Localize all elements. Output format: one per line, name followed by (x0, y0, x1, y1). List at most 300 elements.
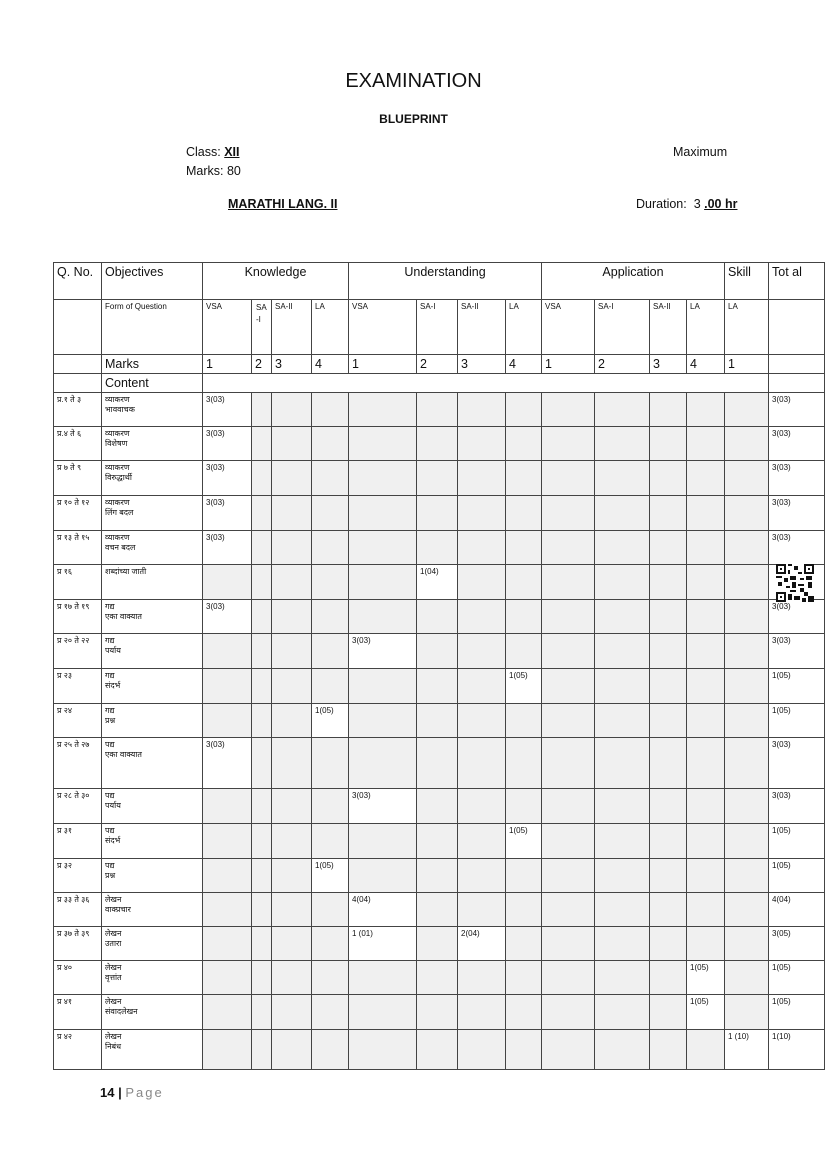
objective-cell (102, 738, 203, 789)
page-title: EXAMINATION (345, 70, 482, 92)
question-number: प्र ४२ (54, 1030, 102, 1070)
objective-main: पद्य (105, 861, 115, 870)
row-total-cell: 3(03) (769, 393, 825, 427)
empty-cell (252, 669, 272, 704)
mark-value-cell: 4 (506, 355, 542, 374)
objective-main: गद्य (105, 636, 115, 645)
empty-cell (542, 859, 595, 893)
row-total-cell: 3(03) (769, 531, 825, 565)
empty-cell (542, 669, 595, 704)
empty-cell (312, 393, 349, 427)
objective-sub: विरुद्धार्थी (105, 473, 132, 483)
empty-cell (595, 927, 650, 961)
empty-cell (272, 634, 312, 669)
question-number: प्र २५ ते २७ (54, 738, 102, 789)
blueprint-table (53, 262, 825, 1070)
objectives-header: Objectives (102, 263, 203, 300)
page-word: Page (125, 1085, 164, 1100)
mark-value-cell: 1 (203, 355, 252, 374)
empty-cell (725, 393, 769, 427)
class-label: Class: (186, 145, 221, 159)
form-type-cell: VSA (349, 300, 417, 355)
mark-cell: 1(05) (506, 669, 542, 704)
empty-cell (687, 893, 725, 927)
duration-value: 3 (693, 197, 701, 211)
objective-cell (102, 995, 203, 1030)
empty-cell (272, 1030, 312, 1070)
empty-cell (458, 704, 506, 738)
empty-cell (272, 704, 312, 738)
empty-cell (650, 995, 687, 1030)
empty-cell (312, 600, 349, 634)
empty-cell (542, 393, 595, 427)
objective-main: व्याकरण (105, 395, 130, 404)
mark-value-cell: 3 (458, 355, 506, 374)
objective-main: गद्य (105, 671, 115, 680)
empty-cell (203, 824, 252, 859)
empty-cell (725, 859, 769, 893)
empty-cell (349, 1030, 417, 1070)
table-row (54, 393, 825, 427)
empty-cell (595, 669, 650, 704)
empty-cell (542, 961, 595, 995)
row-total-cell: 3(03) (769, 427, 825, 461)
page-number: 14 (100, 1085, 115, 1100)
empty-cell (595, 859, 650, 893)
table-row (54, 461, 825, 496)
page-subtitle: BLUEPRINT (379, 112, 448, 126)
question-number: प्र ४१ (54, 995, 102, 1030)
empty-cell (542, 461, 595, 496)
mark-cell: 3(03) (203, 427, 252, 461)
objective-main: शब्दांच्या जाती (105, 567, 147, 576)
empty-cell (458, 824, 506, 859)
skill-header: Skill (725, 263, 769, 300)
empty-cell (417, 961, 458, 995)
marks-empty-cell (54, 355, 102, 374)
empty-cell (349, 565, 417, 600)
objective-cell (102, 927, 203, 961)
mark-value-cell: 2 (417, 355, 458, 374)
table-row (54, 704, 825, 738)
subject-title: MARATHI LANG. II (228, 197, 338, 211)
empty-cell (349, 704, 417, 738)
objective-cell (102, 1030, 203, 1070)
objective-cell (102, 859, 203, 893)
form-type-cell: LA (687, 300, 725, 355)
mark-value-cell: 2 (252, 355, 272, 374)
empty-cell (252, 859, 272, 893)
empty-cell (272, 600, 312, 634)
empty-cell (417, 496, 458, 531)
empty-cell (542, 927, 595, 961)
objective-sub: एका वाक्यात (105, 612, 142, 622)
objective-main: व्याकरण (105, 429, 130, 438)
empty-cell (506, 427, 542, 461)
question-number: प्र २४ (54, 704, 102, 738)
empty-cell (203, 961, 252, 995)
empty-cell (595, 565, 650, 600)
mark-value-cell: 1 (349, 355, 417, 374)
row-total-cell: 1(05) (769, 961, 825, 995)
empty-cell (595, 427, 650, 461)
empty-cell (725, 427, 769, 461)
empty-cell (458, 496, 506, 531)
objective-main: लेखन (105, 895, 122, 904)
empty-cell (542, 531, 595, 565)
objective-cell (102, 461, 203, 496)
content-total-cell (769, 374, 825, 393)
empty-cell (650, 927, 687, 961)
empty-cell (650, 893, 687, 927)
objective-sub: संदर्भ (105, 681, 121, 691)
empty-cell (542, 704, 595, 738)
empty-cell (272, 893, 312, 927)
objective-sub: प्रश्न (105, 716, 116, 726)
objective-main: लेखन (105, 963, 122, 972)
table-row (54, 995, 825, 1030)
objective-main: गद्य (105, 602, 115, 611)
knowledge-header: Knowledge (203, 263, 349, 300)
objective-main: लेखन (105, 997, 122, 1006)
empty-cell (687, 600, 725, 634)
objective-main: लेखन (105, 1032, 122, 1041)
empty-cell (349, 600, 417, 634)
form-type-cell: LA (312, 300, 349, 355)
qr-code-icon (776, 564, 814, 602)
empty-cell (349, 669, 417, 704)
empty-cell (272, 738, 312, 789)
marks-row (54, 355, 825, 374)
form-type-cell: LA (506, 300, 542, 355)
empty-cell (252, 531, 272, 565)
empty-cell (312, 927, 349, 961)
empty-cell (312, 634, 349, 669)
question-number: प्र २३ (54, 669, 102, 704)
question-number: प्र ४० (54, 961, 102, 995)
empty-cell (687, 738, 725, 789)
empty-cell (650, 961, 687, 995)
mark-cell: 1(05) (687, 961, 725, 995)
empty-cell (687, 1030, 725, 1070)
mark-cell: 1 (10) (725, 1030, 769, 1070)
mark-cell: 3(03) (203, 600, 252, 634)
empty-cell (203, 995, 252, 1030)
empty-cell (252, 789, 272, 824)
empty-cell (725, 789, 769, 824)
row-total-cell: 3(03) (769, 738, 825, 789)
empty-cell (595, 634, 650, 669)
empty-cell (203, 927, 252, 961)
empty-cell (272, 531, 312, 565)
empty-cell (272, 393, 312, 427)
row-total-cell: 1(05) (769, 859, 825, 893)
form-row (54, 300, 825, 355)
table-row (54, 669, 825, 704)
objective-cell (102, 427, 203, 461)
empty-cell (272, 995, 312, 1030)
form-type-cell: VSA (203, 300, 252, 355)
empty-cell (595, 961, 650, 995)
form-type-cell: SA-I (595, 300, 650, 355)
mark-cell: 1(05) (312, 859, 349, 893)
table-row (54, 565, 825, 600)
mark-cell: 1 (01) (349, 927, 417, 961)
content-span-cell (203, 374, 769, 393)
empty-cell (417, 669, 458, 704)
empty-cell (542, 789, 595, 824)
empty-cell (203, 859, 252, 893)
empty-cell (272, 927, 312, 961)
empty-cell (203, 704, 252, 738)
empty-cell (687, 669, 725, 704)
question-number: प्र २८ ते ३० (54, 789, 102, 824)
empty-cell (349, 393, 417, 427)
empty-cell (506, 704, 542, 738)
understanding-header: Understanding (349, 263, 542, 300)
row-total-cell: 3(05) (769, 927, 825, 961)
form-empty-cell (54, 300, 102, 355)
empty-cell (725, 893, 769, 927)
empty-cell (252, 565, 272, 600)
empty-cell (417, 927, 458, 961)
empty-cell (595, 461, 650, 496)
row-total-cell: 1(05) (769, 824, 825, 859)
objective-sub: प्रश्न (105, 871, 116, 881)
empty-cell (542, 427, 595, 461)
empty-cell (417, 893, 458, 927)
page-separator: | (118, 1085, 122, 1100)
empty-cell (542, 634, 595, 669)
empty-cell (650, 461, 687, 496)
empty-cell (542, 738, 595, 789)
question-number: प्र.४ ते ६ (54, 427, 102, 461)
empty-cell (725, 461, 769, 496)
empty-cell (312, 669, 349, 704)
empty-cell (252, 995, 272, 1030)
row-total-cell: 3(03) (769, 496, 825, 531)
empty-cell (349, 859, 417, 893)
empty-cell (506, 738, 542, 789)
duration-label: Duration: (636, 197, 687, 211)
page-footer (100, 1085, 164, 1100)
empty-cell (725, 824, 769, 859)
empty-cell (252, 600, 272, 634)
objective-sub: पर्याय (105, 646, 121, 656)
empty-cell (506, 531, 542, 565)
empty-cell (650, 859, 687, 893)
empty-cell (725, 927, 769, 961)
empty-cell (687, 927, 725, 961)
objective-sub: उतारा (105, 939, 122, 949)
question-number: प्र १६ (54, 565, 102, 600)
empty-cell (272, 496, 312, 531)
objective-sub: निबंध (105, 1042, 121, 1052)
form-type-cell: SA-I (252, 300, 272, 355)
empty-cell (252, 634, 272, 669)
mark-cell: 3(03) (203, 393, 252, 427)
empty-cell (506, 1030, 542, 1070)
empty-cell (650, 393, 687, 427)
mark-value-cell: 2 (595, 355, 650, 374)
empty-cell (687, 704, 725, 738)
form-type-cell: VSA (542, 300, 595, 355)
objective-sub: संदर्भ (105, 836, 121, 846)
objective-sub: विशेषण (105, 439, 128, 449)
empty-cell (458, 600, 506, 634)
question-number: प्र.१ ते ३ (54, 393, 102, 427)
empty-cell (458, 669, 506, 704)
empty-cell (349, 461, 417, 496)
empty-cell (595, 496, 650, 531)
empty-cell (349, 995, 417, 1030)
table-row (54, 531, 825, 565)
empty-cell (650, 1030, 687, 1070)
empty-cell (272, 565, 312, 600)
empty-cell (542, 995, 595, 1030)
empty-cell (725, 496, 769, 531)
empty-cell (417, 600, 458, 634)
duration-line (636, 197, 737, 211)
empty-cell (272, 961, 312, 995)
empty-cell (272, 859, 312, 893)
empty-cell (349, 738, 417, 789)
mark-value-cell: 4 (687, 355, 725, 374)
total-header: Tot al (769, 263, 825, 300)
objective-main: लेखन (105, 929, 122, 938)
empty-cell (595, 995, 650, 1030)
form-label: Form of Question (102, 300, 203, 355)
table-row (54, 927, 825, 961)
empty-cell (312, 531, 349, 565)
empty-cell (312, 1030, 349, 1070)
row-total-cell: 3(03) (769, 461, 825, 496)
objective-cell (102, 961, 203, 995)
empty-cell (542, 824, 595, 859)
empty-cell (272, 789, 312, 824)
empty-cell (595, 738, 650, 789)
empty-cell (506, 461, 542, 496)
empty-cell (312, 789, 349, 824)
content-empty-cell (54, 374, 102, 393)
mark-cell: 3(03) (203, 461, 252, 496)
empty-cell (272, 461, 312, 496)
table-row (54, 600, 825, 634)
empty-cell (650, 634, 687, 669)
maximum-label: Maximum (673, 145, 728, 159)
empty-cell (458, 565, 506, 600)
mark-value-cell: 4 (312, 355, 349, 374)
objective-cell (102, 669, 203, 704)
empty-cell (349, 531, 417, 565)
row-total-cell: 1(05) (769, 669, 825, 704)
empty-cell (650, 704, 687, 738)
content-row (54, 374, 825, 393)
table-row (54, 738, 825, 789)
empty-cell (650, 427, 687, 461)
empty-cell (595, 393, 650, 427)
mark-cell: 3(03) (203, 496, 252, 531)
empty-cell (595, 1030, 650, 1070)
empty-cell (458, 427, 506, 461)
empty-cell (458, 1030, 506, 1070)
objective-cell (102, 634, 203, 669)
empty-cell (312, 427, 349, 461)
empty-cell (595, 824, 650, 859)
empty-cell (252, 824, 272, 859)
empty-cell (725, 669, 769, 704)
empty-cell (458, 738, 506, 789)
empty-cell (272, 824, 312, 859)
application-header: Application (542, 263, 725, 300)
empty-cell (506, 600, 542, 634)
empty-cell (417, 789, 458, 824)
objective-cell (102, 789, 203, 824)
class-value: XII (224, 145, 240, 159)
objective-cell (102, 565, 203, 600)
empty-cell (687, 496, 725, 531)
mark-cell: 1(05) (687, 995, 725, 1030)
empty-cell (203, 634, 252, 669)
empty-cell (506, 961, 542, 995)
form-type-cell: SA-I (417, 300, 458, 355)
marks-label: Marks (102, 355, 203, 374)
empty-cell (312, 461, 349, 496)
empty-cell (417, 1030, 458, 1070)
objective-main: व्याकरण (105, 463, 130, 472)
empty-cell (506, 393, 542, 427)
empty-cell (506, 634, 542, 669)
objective-cell (102, 393, 203, 427)
question-number: प्र ३३ ते ३६ (54, 893, 102, 927)
table-row (54, 893, 825, 927)
objective-cell (102, 893, 203, 927)
empty-cell (506, 859, 542, 893)
empty-cell (687, 531, 725, 565)
empty-cell (417, 531, 458, 565)
empty-cell (542, 893, 595, 927)
objective-cell (102, 531, 203, 565)
empty-cell (349, 427, 417, 461)
empty-cell (687, 461, 725, 496)
mark-cell: 3(03) (349, 634, 417, 669)
empty-cell (252, 893, 272, 927)
question-number: प्र ३७ ते ३९ (54, 927, 102, 961)
row-total-cell: 4(04) (769, 893, 825, 927)
mark-value-cell: 3 (650, 355, 687, 374)
empty-cell (687, 427, 725, 461)
mark-cell: 1(05) (506, 824, 542, 859)
objective-main: व्याकरण (105, 533, 130, 542)
empty-cell (725, 961, 769, 995)
mark-cell: 4(04) (349, 893, 417, 927)
empty-cell (506, 893, 542, 927)
empty-cell (725, 565, 769, 600)
objective-cell (102, 600, 203, 634)
empty-cell (312, 961, 349, 995)
question-number: प्र १७ ते १९ (54, 600, 102, 634)
qno-header: Q. No. (54, 263, 102, 300)
empty-cell (417, 393, 458, 427)
class-line (186, 145, 240, 159)
empty-cell (349, 961, 417, 995)
mark-cell: 1(04) (417, 565, 458, 600)
empty-cell (458, 789, 506, 824)
objective-sub: वृत्तांत (105, 973, 122, 983)
content-label: Content (102, 374, 203, 393)
empty-cell (312, 496, 349, 531)
objective-sub: लिंग बदल (105, 508, 134, 518)
